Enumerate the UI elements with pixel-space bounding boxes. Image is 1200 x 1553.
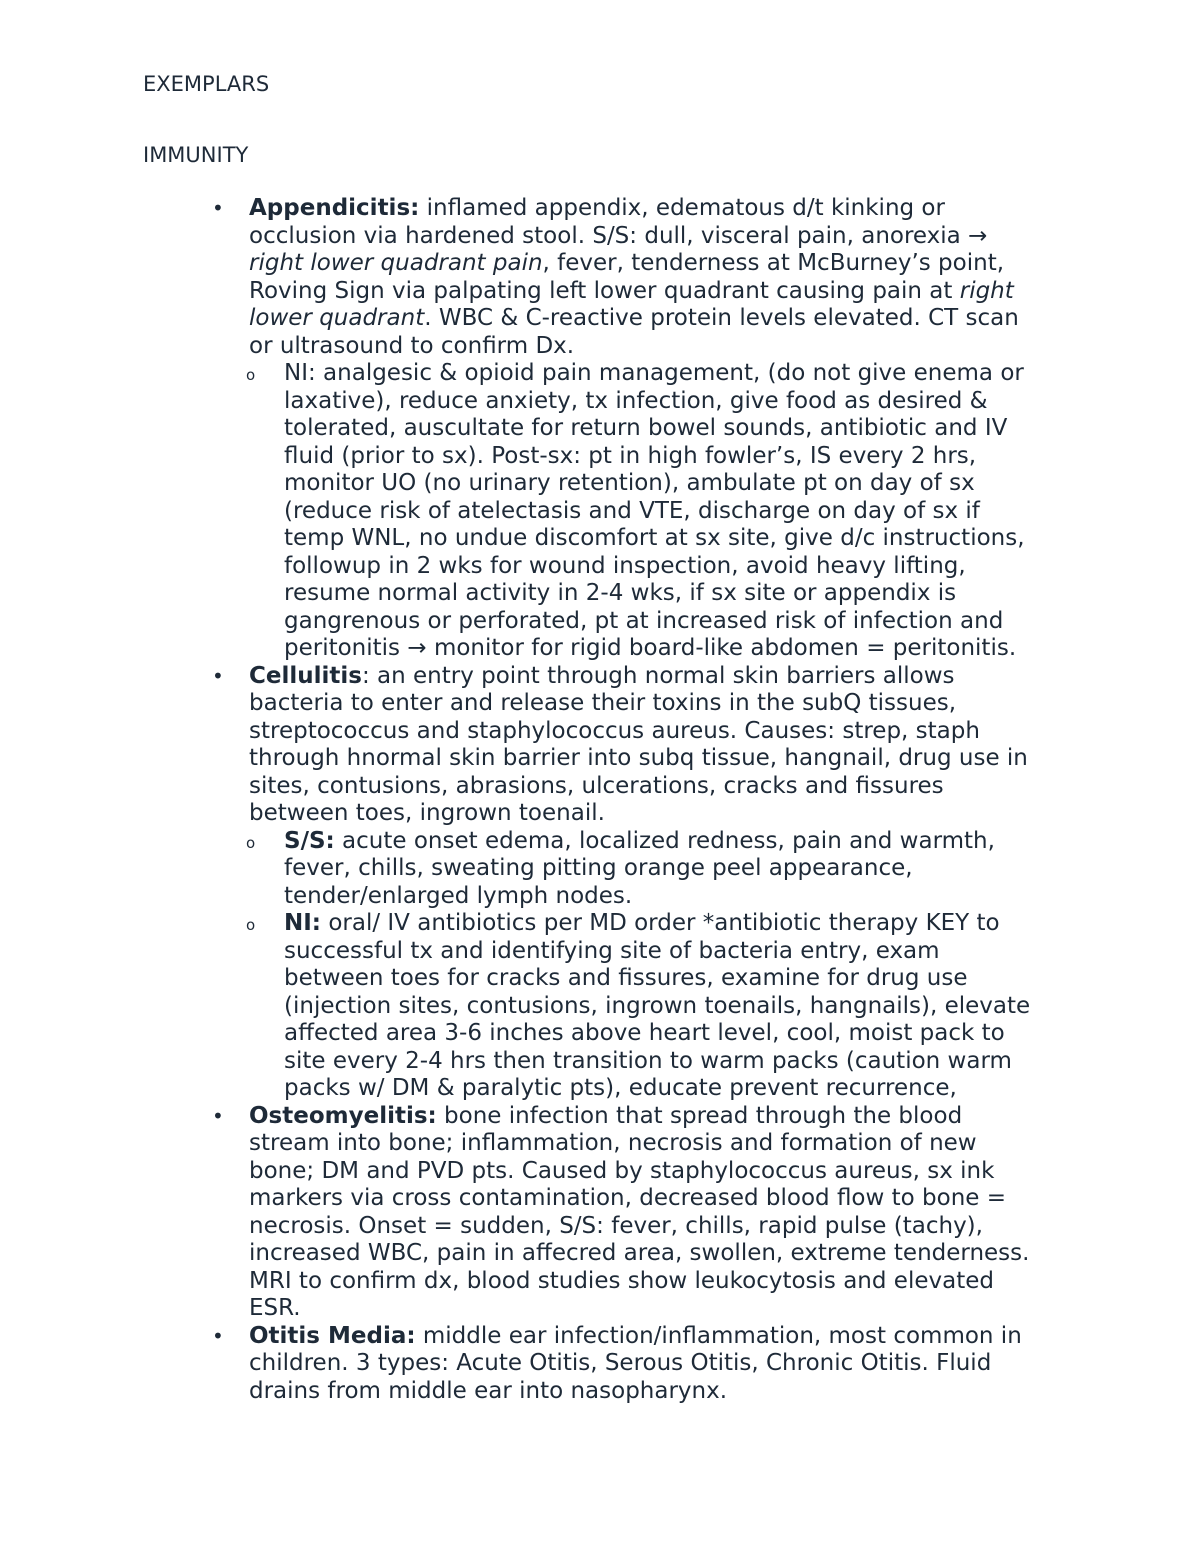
text-line [249, 1378, 727, 1406]
text-line [284, 965, 968, 993]
text-run: affected area 3-6 inches above heart level, cool, moist pack to [284, 1020, 1005, 1046]
text-run: tolerated, auscultate for return bowel sounds, antibiotic and IV [284, 415, 1008, 441]
italic-text: right lower quadrant pain [249, 250, 543, 276]
bold-term: Osteomyelitis: [249, 1102, 437, 1129]
text-line [249, 223, 987, 251]
section-heading: IMMUNITY [143, 143, 249, 167]
bullet-marker: • [212, 1323, 224, 1348]
text-line [249, 250, 1004, 278]
sub-bullet-marker: o [246, 833, 256, 852]
text-line [249, 1213, 983, 1241]
text-run: markers via cross contamination, decreased blood flow to bone = [249, 1185, 1007, 1211]
bold-term: Cellulitis [249, 662, 362, 689]
text-run: oral/ IV antibiotics per MD order *antibiotic therapy KEY to [321, 910, 1000, 936]
text-line [284, 470, 975, 498]
text-line [284, 635, 1016, 663]
text-line [249, 800, 605, 828]
text-run: MRI to confirm dx, blood studies show leukocytosis and elevated [249, 1267, 994, 1294]
text-run: ESR. [249, 1295, 301, 1321]
text-run: (reduce risk of atelectasis and VTE, discharge on day of sx if [284, 497, 980, 524]
text-run: acute onset edema, localized redness, pain and warmth, [334, 827, 995, 854]
text-run: sites, contusions, abrasions, ulcerations, cracks and fissures [249, 772, 944, 799]
text-run: between toes for cracks and fissures, examine for drug use [284, 965, 968, 991]
text-line [249, 718, 980, 746]
text-line [284, 388, 988, 416]
text-line [249, 1240, 1029, 1268]
text-line [284, 883, 632, 911]
bullet-marker: • [212, 196, 224, 220]
text-line [284, 608, 1003, 636]
text-run: packs w/ DM & paralytic pts), educate prevent recurrence, [284, 1075, 957, 1101]
bold-term: NI: [284, 910, 322, 936]
bold-term: Otitis Media: [249, 1322, 416, 1349]
bold-term: Appendicitis: [249, 195, 420, 221]
text-line [249, 333, 574, 361]
text-line [249, 1268, 994, 1296]
text-line [249, 745, 1028, 773]
text-line [249, 773, 944, 801]
text-run: successful tx and identifying site of bacteria entry, exam [284, 937, 940, 964]
text-run: followup in 2 wks for wound inspection, avoid heavy lifting, [284, 552, 966, 579]
sub-bullet-marker: o [246, 916, 256, 934]
document-title: EXEMPLARS [143, 72, 270, 96]
text-line [284, 855, 913, 883]
text-line [249, 663, 955, 691]
text-line [249, 1295, 301, 1323]
text-run: site every 2-4 hrs then transition to warm packs (caution warm [284, 1047, 1012, 1074]
text-run: Roving Sign via palpating left lower quadrant causing pain at [249, 277, 960, 304]
text-line [249, 1185, 1006, 1213]
text-line [249, 1323, 1022, 1351]
text-run: NI: analgesic & opioid pain management, (do not give enema or [284, 360, 1024, 386]
text-line [284, 828, 995, 856]
text-run: fever, chills, sweating pitting orange peel appearance, [284, 855, 913, 881]
italic-text: right [959, 277, 1014, 304]
text-line [284, 498, 980, 526]
text-run: peritonitis → monitor for rigid board-like abdomen = peritonitis. [284, 635, 1017, 661]
text-line [284, 553, 966, 581]
italic-text: lower quadrant [249, 305, 425, 331]
text-run: laxative), reduce anxiety, tx infection, give food as desired & [284, 387, 988, 414]
bold-term: S/S: [284, 827, 335, 854]
text-line [249, 1130, 977, 1158]
text-run: (injection sites, contusions, ingrown toenails, hangnails), elevate [284, 992, 1031, 1019]
text-line [284, 580, 956, 608]
text-line [249, 1350, 991, 1378]
text-run: increased WBC, pain in affecred area, swollen, extreme tenderness. [249, 1240, 1030, 1266]
text-run: bone infection that spread through the blood [436, 1102, 963, 1129]
text-run: streptococcus and staphylococcus aureus. Causes: strep, staph [249, 717, 980, 744]
text-run: resume normal activity in 2-4 wks, if sx site or appendix is [284, 580, 957, 606]
text-line [249, 690, 956, 718]
bullet-marker: • [212, 663, 224, 688]
text-run: monitor UO (no urinary retention), ambulate pt on day of sx [284, 470, 975, 496]
text-run: occlusion via hardened stool. S/S: dull, visceral pain, anorexia → [249, 222, 988, 249]
bullet-marker: • [212, 1103, 224, 1128]
text-line [284, 415, 1007, 443]
text-run: : an entry point through normal skin barriers allows [361, 662, 955, 689]
text-run: middle ear infection/inflammation, most common in [415, 1322, 1022, 1349]
text-line [284, 993, 1030, 1021]
text-run: bone; DM and PVD pts. Caused by staphylococcus aureus, sx ink [249, 1157, 995, 1184]
text-line [249, 305, 1019, 333]
text-line [284, 910, 1000, 938]
text-run: . WBC & C-reactive protein levels elevated. CT scan [424, 305, 1019, 331]
text-run: stream into bone; inflammation, necrosis and formation of new [249, 1130, 977, 1156]
text-line [249, 1158, 994, 1186]
sub-bullet-marker: o [246, 366, 256, 384]
text-run: through hnormal skin barrier into subq tissue, hangnail, drug use in [249, 745, 1028, 771]
text-run: drains from middle ear into nasopharynx. [249, 1377, 728, 1404]
text-run: tender/enlarged lymph nodes. [284, 882, 633, 909]
text-run: gangrenous or perforated, pt at increased risk of infection and [284, 607, 1004, 634]
text-run: children. 3 types: Acute Otitis, Serous Otitis, Chronic Otitis. Fluid [249, 1350, 992, 1376]
text-line [284, 1020, 1005, 1048]
text-line [284, 1075, 957, 1103]
text-run: or ultrasound to confirm Dx. [249, 332, 575, 359]
text-line [284, 443, 976, 471]
text-line [284, 360, 1024, 388]
text-run: between toes, ingrown toenail. [249, 800, 605, 826]
text-run: bacteria to enter and release their toxins in the subQ tissues, [249, 690, 957, 716]
text-line [284, 938, 940, 966]
text-line [249, 195, 945, 223]
text-line [284, 1048, 1012, 1076]
text-run: temp WNL, no undue discomfort at sx site, give d/c instructions, [284, 525, 1025, 551]
text-line [249, 1103, 962, 1131]
text-run: fluid (prior to sx). Post-sx: pt in high fowler’s, IS every 2 hrs, [284, 442, 977, 469]
text-run: inflamed appendix, edematous d/t kinking or [419, 195, 945, 221]
text-run: necrosis. Onset = sudden, S/S: fever, chills, rapid pulse (tachy), [249, 1212, 983, 1239]
text-line [249, 278, 1014, 306]
text-line [284, 525, 1025, 553]
text-run: , fever, tenderness at McBurney’s point, [542, 250, 1005, 276]
